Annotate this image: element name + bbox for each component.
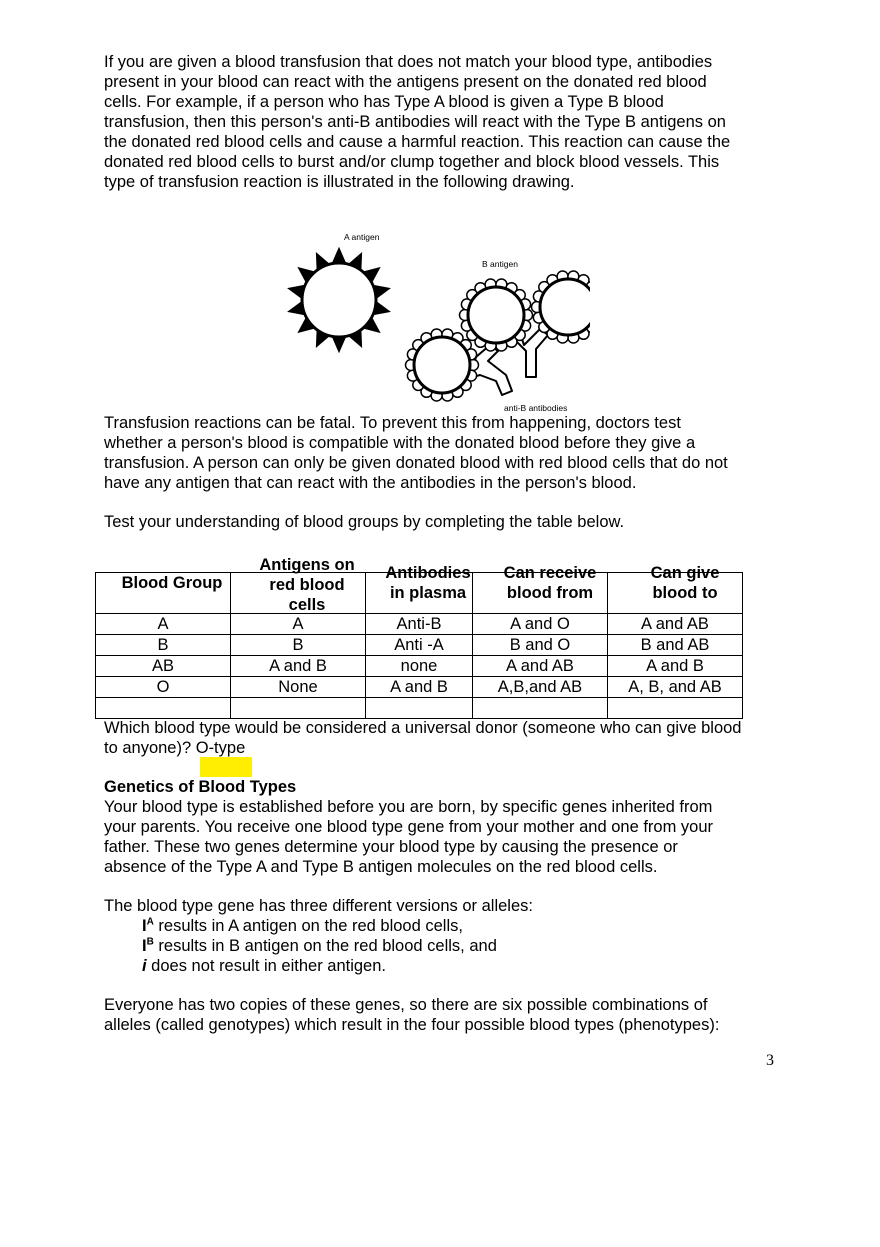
blood-group-table: [95, 572, 743, 719]
text-line: present in your blood can react with the antigens present on the donated red blood: [104, 73, 707, 91]
allele-symbol: i: [142, 957, 147, 975]
allele-description: results in B antigen on the red blood cells, and: [153, 937, 497, 955]
text-line: Which blood type would be considered a universal donor (someone who can give blood: [104, 719, 742, 737]
text-line: Transfusion reactions can be fatal. To prevent this from happening, doctors test: [104, 414, 681, 432]
table-header-row: [96, 573, 743, 614]
header-line: Antibodies: [385, 564, 471, 582]
type-a-red-blood-cell: [288, 248, 389, 352]
text-line: transfusion, then this person's anti-B antibodies will react with the Type B antigens on: [104, 113, 726, 131]
table-cell: A and B: [608, 656, 743, 677]
text-line: type of transfusion reaction is illustrated in the following drawing.: [104, 173, 575, 191]
text-line: Your blood type is established before you are born, by specific genes inherited from: [104, 798, 713, 816]
text-line: the donated red blood cells and cause a harmful reaction. This reaction can cause the: [104, 133, 731, 151]
table-cell: A: [96, 614, 231, 635]
header-line: blood to: [652, 584, 718, 602]
table-cell: [473, 573, 608, 614]
text-line: donated red blood cells to burst and/or clump together and block blood vessels. This: [104, 153, 720, 171]
table-cell: [608, 573, 743, 614]
text-line: alleles (called genotypes) which result in the four possible blood types (phenotypes):: [104, 1016, 720, 1034]
table-cell: A,B,and AB: [473, 677, 608, 698]
text-line: whether a person's blood is compatible with the donated blood before they give a: [104, 434, 696, 452]
text-line: cells. For example, if a person who has Type A blood is given a Type B blood: [104, 93, 664, 111]
table-cell: [366, 573, 473, 614]
table-cell: A and AB: [608, 614, 743, 635]
header-line: Can give: [650, 564, 720, 582]
table-cell: Anti-B: [366, 614, 473, 635]
table-cell: Anti -A: [366, 635, 473, 656]
table-cell: A and B: [366, 677, 473, 698]
allele-symbol: I: [142, 937, 147, 955]
label-a-antigen: A antigen: [344, 232, 380, 242]
allele-description: does not result in either antigen.: [146, 957, 386, 975]
allele-superscript: A: [146, 916, 154, 928]
table-cell: [96, 698, 231, 719]
b-cell-body: [468, 287, 524, 343]
table-cell: B and O: [473, 635, 608, 656]
label-anti-b-antibodies: anti-B antibodies: [504, 403, 568, 413]
table-cell: A and AB: [473, 656, 608, 677]
transfusion-reaction-figure: [270, 225, 590, 420]
header-line: in plasma: [389, 584, 467, 602]
table-cell: [231, 698, 366, 719]
header-line: cells: [288, 596, 326, 614]
genetics-paragraph: [104, 797, 784, 877]
b-cell-body: [540, 279, 590, 335]
intro-paragraph: [104, 52, 784, 192]
table-cell: A and B: [231, 656, 366, 677]
text-line: The blood type gene has three different versions or alleles:: [104, 897, 533, 915]
table-cell: [608, 698, 743, 719]
table-cell: [96, 573, 231, 614]
text-line: If you are given a blood transfusion that does not match your blood type, antibodies: [104, 53, 713, 71]
table-cell: A and O: [473, 614, 608, 635]
table-cell: None: [231, 677, 366, 698]
table-cell: [473, 698, 608, 719]
table-row: [96, 614, 743, 635]
answer-highlight: [200, 757, 252, 777]
table-cell: B: [96, 635, 231, 656]
test-prompt: Test your understanding of blood groups by completing the table below.: [104, 513, 625, 531]
text-line: to anyone)? O-type: [104, 739, 246, 757]
section-heading: Genetics of Blood Types: [104, 778, 297, 796]
table-cell: none: [366, 656, 473, 677]
table-cell: B: [231, 635, 366, 656]
allele-description: results in A antigen on the red blood cells,: [153, 917, 463, 935]
header-line: red blood: [269, 576, 345, 594]
header-blood-group: Blood Group: [121, 574, 223, 592]
allele-ib: [104, 936, 784, 956]
table-row: [96, 677, 743, 698]
alleles-paragraph: [104, 896, 784, 976]
text-line: have any antigen that can react with the antibodies in the person's blood.: [104, 474, 637, 492]
allele-superscript: B: [146, 936, 154, 948]
table-cell: A, B, and AB: [608, 677, 743, 698]
table-cell: B and AB: [608, 635, 743, 656]
text-line: Everyone has two copies of these genes, so there are six possible combinations of: [104, 996, 708, 1014]
table-cell: A: [231, 614, 366, 635]
table-cell: O: [96, 677, 231, 698]
header-line: Can receive: [503, 564, 597, 582]
table-cell: [366, 698, 473, 719]
allele-symbol: I: [142, 917, 147, 935]
table-cell: AB: [96, 656, 231, 677]
table-row: [96, 698, 743, 719]
allele-i: [104, 956, 784, 976]
text-line: transfusion. A person can only be given donated blood with red blood cells that do not: [104, 454, 728, 472]
label-b-antigen: B antigen: [482, 259, 518, 269]
text-line: your parents. You receive one blood type gene from your mother and one from your: [104, 818, 714, 836]
text-line: father. These two genes determine your blood type by causing the presence or: [104, 838, 678, 856]
universal-donor-question: [104, 718, 784, 758]
header-line: blood from: [506, 584, 594, 602]
closing-paragraph: [104, 995, 784, 1035]
reactions-paragraph: [104, 413, 784, 493]
text-line: absence of the Type A and Type B antigen molecules on the red blood cells.: [104, 858, 658, 876]
table-row: [96, 656, 743, 677]
table-cell: [231, 573, 366, 614]
allele-ia: [104, 916, 784, 936]
b-cell-body: [414, 337, 470, 393]
header-line: Antigens on: [259, 556, 355, 574]
table-row: [96, 635, 743, 656]
page-number: 3: [766, 1052, 774, 1069]
